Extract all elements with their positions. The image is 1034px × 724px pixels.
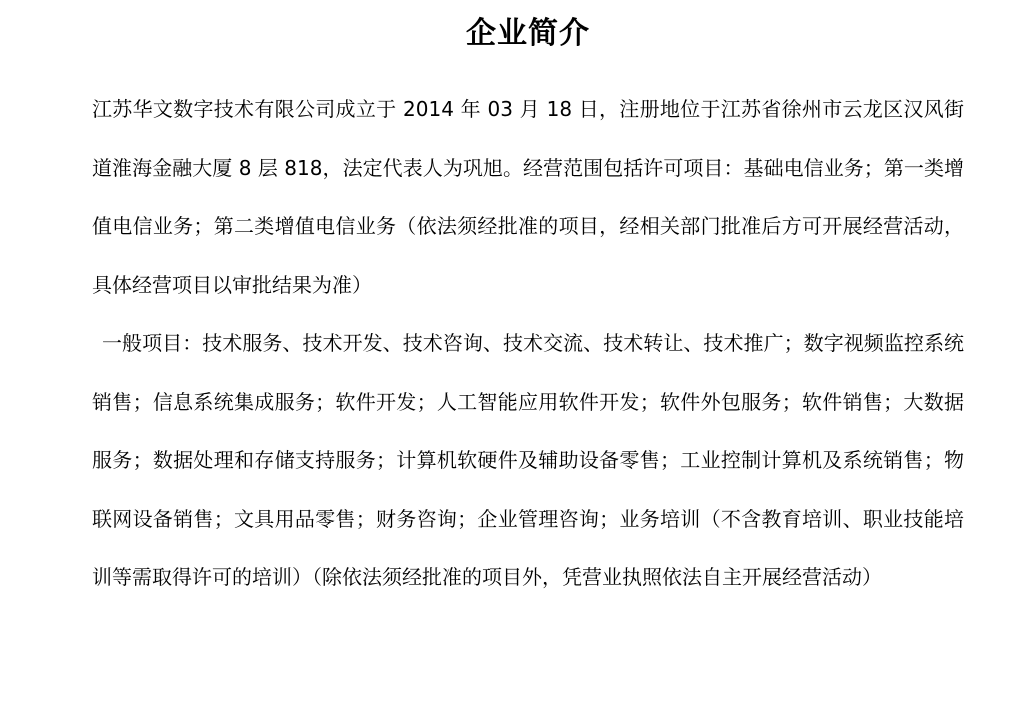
business-scope-paragraph: 一般项目：技术服务、技术开发、技术咨询、技术交流、技术转让、技术推广；数字视频监控系统销售；信息系统集成服务；软件开发；人工智能应用软件开发；软件外包服务；软件销售；大数据服务；数据处理和存储支持服务；计算机软硬件及辅助设备零售；工业控制计算机及系统销售；物联网设备销售；文具用品零售；财务咨询；企业管理咨询；业务培训（不含教育培训、职业技能培训等需取得许可的培训）（除依法须经批准的项目外，凭营业执照依法自主开展经营活动） bbox=[92, 331, 964, 589]
page-title: 企业简介 bbox=[466, 16, 590, 51]
intro-paragraph: 江苏华文数字技术有限公司成立于 2014 年 03 月 18 日，注册地位于江苏省徐州市云龙区汉风街道淮海金融大厦 8 层 818，法定代表人为巩旭。经营范围包括许可项目：基础电信业务；第一类增值电信业务；第二类增值电信业务（依法须经批准的项目，经相关部门批准后方可开展经营活动，具体经营项目以审批结果为准） bbox=[92, 97, 964, 297]
